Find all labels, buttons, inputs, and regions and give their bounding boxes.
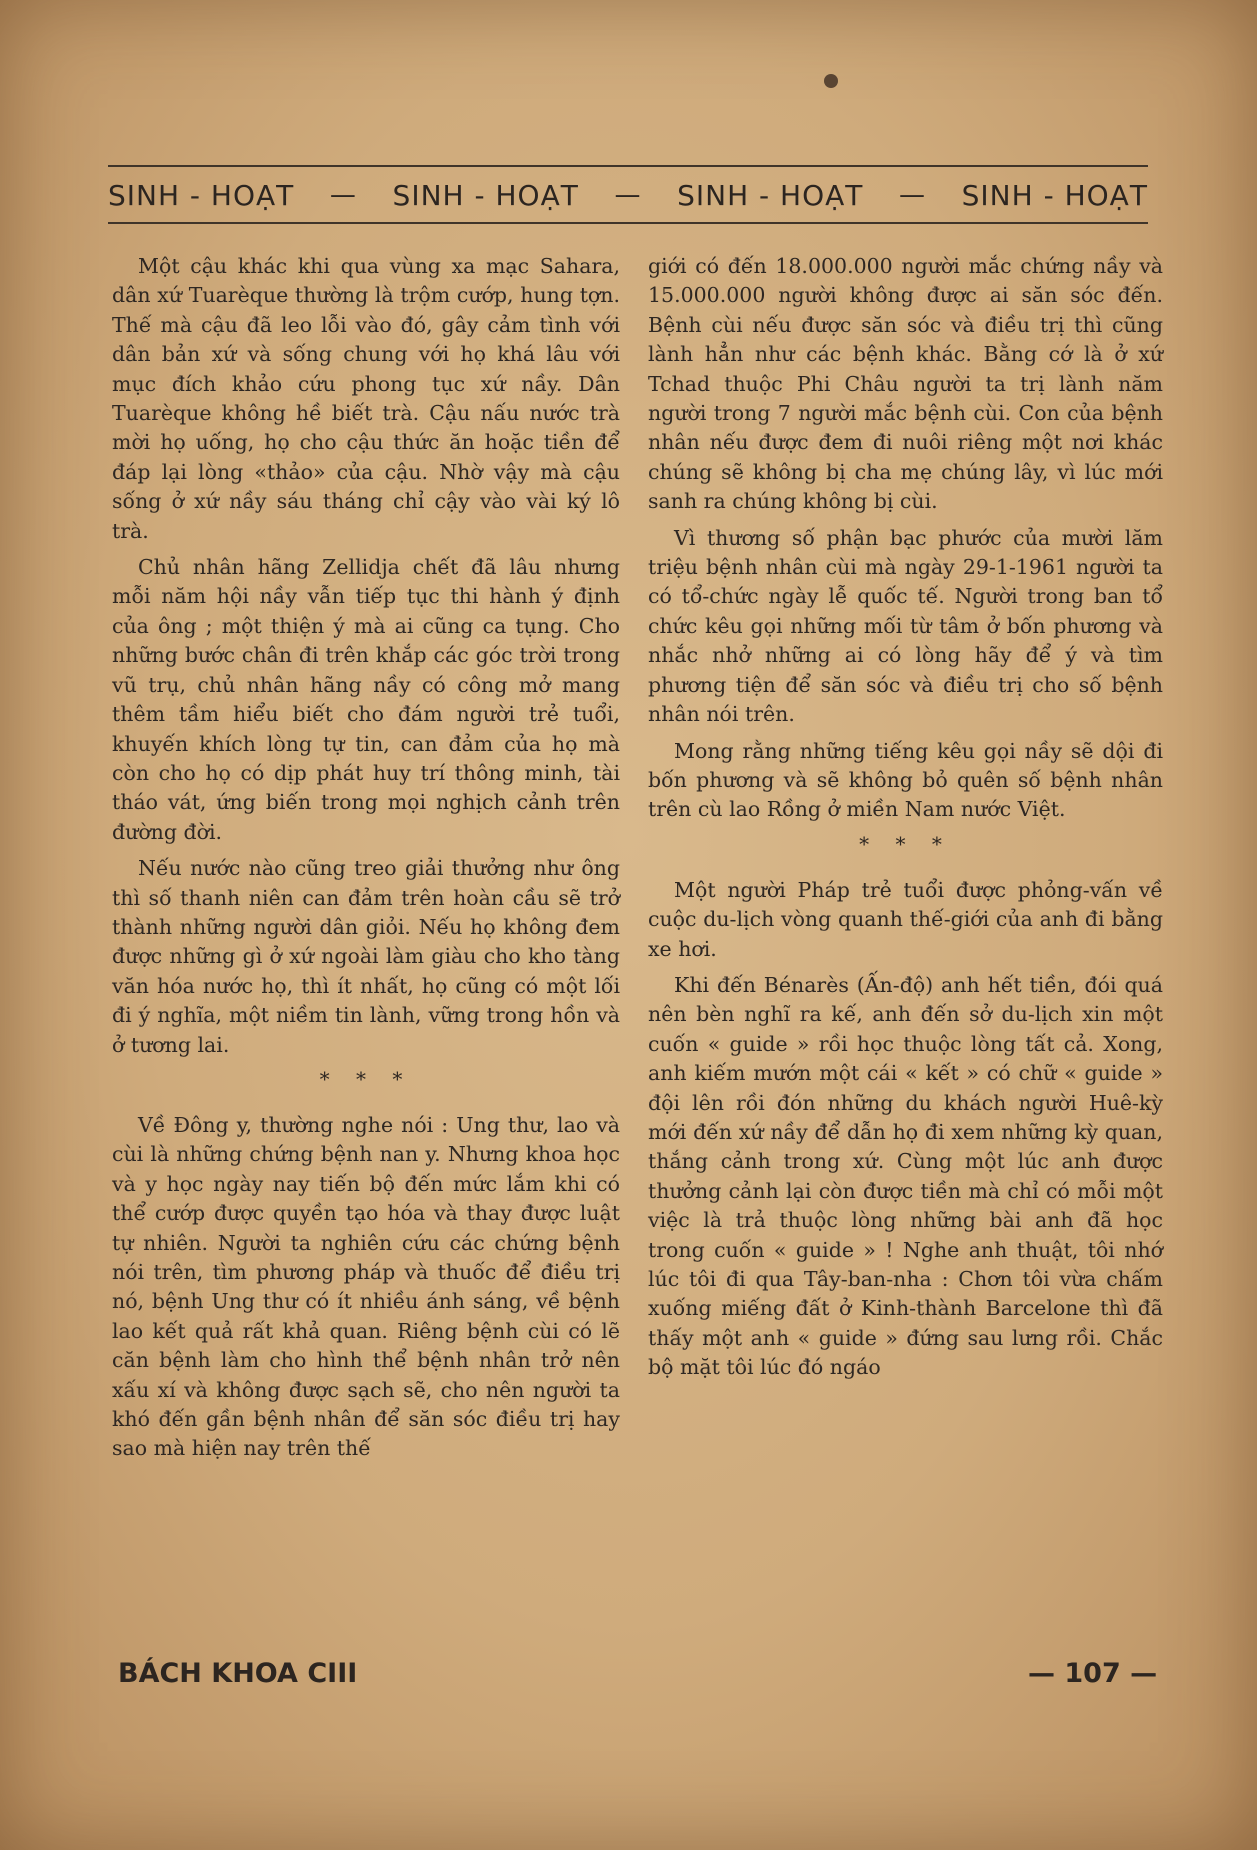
paragraph: giới có đến 18.000.000 người mắc chứng nầy và 15.000.000 người không được ai săn sóc đến. Bệnh cùi nếu được săn sóc và điều trị thì cũng lành hẳn như các bệnh khác. Bằng cớ là ở xứ Tchad thuộc Phi Châu người ta trị lành năm người trong 7 người mắc bệnh cùi. Con của bệnh nhân nếu được đem đi nuôi riêng một nơi khác chúng sẽ không bị cha mẹ chúng lây, vì lúc mới sanh ra chúng không bị cùi. — [648, 254, 1163, 514]
publication-name: BÁCH KHOA CIII — [118, 1658, 358, 1689]
header-label-4: SINH - HOẠT — [961, 178, 1148, 212]
paragraph: Một người Pháp trẻ tuổi được phỏng-vấn về cuộc du-lịch vòng quanh thế-giới của anh đi bằng xe hơi. — [648, 877, 1163, 961]
section-divider-stars: * * * — [319, 1066, 413, 1091]
header-label-3: SINH - HOẠT — [677, 178, 864, 212]
header-rule-bottom — [108, 222, 1148, 224]
header-label-1: SINH - HOẠT — [108, 178, 295, 212]
paragraph: Về Đông y, thường nghe nói : Ung thư, lao và cùi là những chứng bệnh nan y. Nhưng khoa học và y học ngày nay tiến bộ đến mức lắm khi có thể cướp được quyền tạo hóa và thay được luật tự nhiên. Người ta nghiên cứu các chứng bệnh nói trên, tìm phương pháp và thuốc để điều trị nó, bệnh Ung thư có ít nhiều ánh sáng, về bệnh lao kết quả rất khả quan. Riêng bệnh cùi có lẽ căn bệnh làm cho hình thể bệnh nhân trở nên xấu xí và không được sạch sẽ, cho nên người ta khó đến gần bệnh nhân để săn sóc điều trị hay sao mà hiện nay trên thế — [112, 1112, 620, 1461]
header-label-2: SINH - HOẠT — [392, 178, 579, 212]
right-column — [648, 252, 1163, 1390]
left-column — [112, 252, 620, 1471]
paragraph: Chủ nhân hãng Zellidja chết đã lâu nhưng mỗi năm hội nầy vẫn tiếp tục thi hành ý định của ông ; một thiện ý mà ai cũng ca tụng. Cho những bước chân đi trên khắp các góc trời trong vũ trụ, chủ nhân hãng nầy có công mở mang thêm tầm hiểu biết cho đám người trẻ tuổi, khuyến khích lòng tự tin, can đảm của họ mà còn cho họ có dịp phát huy trí thông minh, tài tháo vát, ứng biến trong mọi nghịch cảnh trên đường đời. — [112, 555, 620, 844]
section-header — [108, 173, 1148, 217]
header-separator-1: — — [329, 180, 357, 210]
header-rule-top — [108, 165, 1148, 167]
paragraph: Nếu nước nào cũng treo giải thưởng như ông thì số thanh niên can đảm trên hoàn cầu sẽ trở thành những người dân giỏi. Nếu họ không đem được những gì ở xứ ngoài làm giàu cho kho tàng văn hóa nước họ, thì ít nhất, họ cũng có một lối đi ý nghĩa, một niềm tin lành, vững trong hồn và ở tương lai. — [112, 856, 620, 1057]
paragraph: Mong rằng những tiếng kêu gọi nầy sẽ dội đi bốn phương và sẽ không bỏ quên số bệnh nhân trên cù lao Rồng ở miền Nam nước Việt. — [648, 738, 1163, 822]
paragraph: Khi đến Bénarès (Ấn-độ) anh hết tiền, đói quá nên bèn nghĩ ra kế, anh đến sở du-lịch xin một cuốn « guide » rồi học thuộc lòng tất cả. Xong, anh kiếm mướn một cái « kết » có chữ « guide » đội lên rồi đón những du khách người Huê-kỳ mới đến xứ nầy để dẫn họ đi xem những kỳ quan, thắng cảnh trong xứ. Cùng một lúc anh được thưởng cảnh lại còn được tiền mà chỉ có mỗi một việc là trả thuộc lòng những bài anh đã học trong cuốn « guide » ! Nghe anh thuật, tôi nhớ lúc tôi đi qua Tây-ban-nha : Chơn tôi vừa chấm xuống miếng đất ở Kinh-thành Barcelone thì đã thấy một anh « guide » đứng sau lưng rồi. Chắc bộ mặt tôi lúc đó ngáo — [648, 972, 1163, 1380]
page-number: — 107 — — [1028, 1658, 1158, 1689]
ink-dot — [824, 74, 838, 88]
section-divider-stars: * * * — [859, 831, 952, 856]
header-separator-3: — — [899, 180, 927, 210]
paragraph: Vì thương số phận bạc phước của mười lăm triệu bệnh nhân cùi mà ngày 29-1-1961 người ta có tổ-chức ngày lễ quốc tế. Người trong ban tổ chức kêu gọi những mối từ tâm ở bốn phương và nhắc nhở những ai có lòng hãy để ý và tìm phương tiện để săn sóc và điều trị cho số bệnh nhân nói trên. — [648, 525, 1163, 727]
paragraph: Một cậu khác khi qua vùng xa mạc Sahara, dân xứ Tuarèque thường là trộm cướp, hung tợn. Thế mà cậu đã leo lỗi vào đó, gây cảm tình với dân bản xứ và sống chung với họ khá lâu với mục đích khảo cứu phong tục xứ nầy. Dân Tuarèque không hề biết trà. Cậu nấu nước trà mời họ uống, họ cho cậu thức ăn hoặc tiền để đáp lại lòng «thảo» của cậu. Nhờ vậy mà cậu sống ở xứ nầy sáu tháng chỉ cậy vào vài ký lô trà. — [112, 254, 620, 543]
header-separator-2: — — [614, 180, 642, 210]
